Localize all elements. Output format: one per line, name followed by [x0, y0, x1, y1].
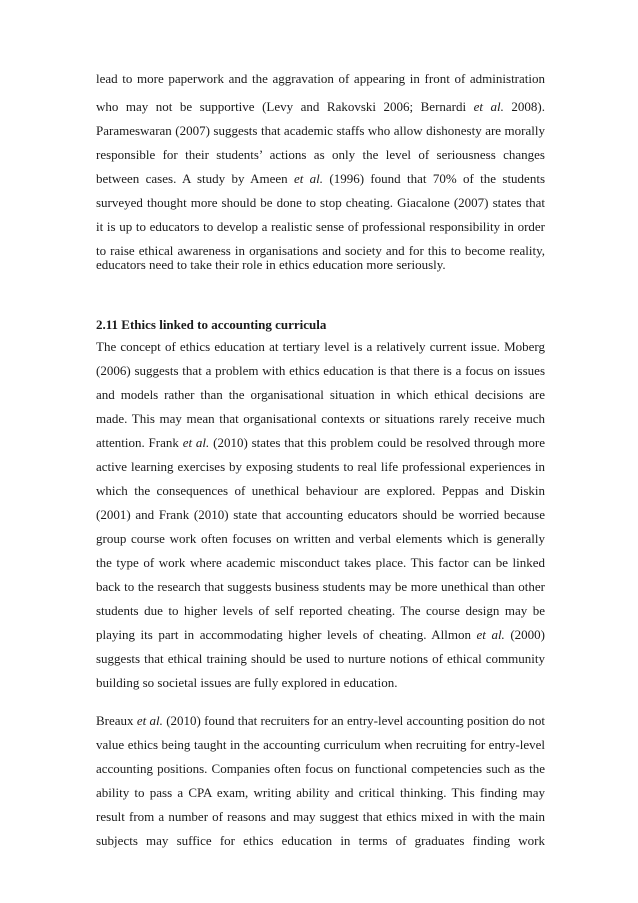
p2-line-5: attention. Frank et al. (2010) states that this problem could be resolved through more	[96, 435, 546, 450]
p3-line-5: result from a number of reasons and may suggest that ethics mixed in with the main	[96, 809, 545, 824]
p3-line-2: value ethics being taught in the accounting curriculum when recruiting for entry-level	[96, 737, 545, 752]
p3-line-1: Breaux et al. (2010) found that recruiters for an entry-level accounting position do not	[96, 713, 545, 728]
p3-line-4: ability to pass a CPA exam, writing ability and critical thinking. This finding may	[96, 785, 545, 800]
p2-line-2: (2006) suggests that a problem with ethics education is that there is a focus on issues	[96, 363, 545, 378]
p2-line-15: building so societal issues are fully explored in education.	[96, 675, 398, 690]
p2-line-3: and models rather than the organisational situation in which ethical decisions are	[96, 387, 545, 402]
p1-line-1: lead to more paperwork and the aggravation of appearing in front of administration	[96, 71, 545, 86]
p1-line-9: educators need to take their role in ethics education more seriously.	[96, 257, 446, 272]
p2-line-8: (2001) and Frank (2010) state that accounting educators should be worried because	[96, 507, 545, 522]
et-al-italic: et al.	[182, 435, 210, 450]
et-al-italic: et al.	[136, 713, 163, 728]
p2-line-14: suggests that ethical training should be used to nurture notions of ethical community	[96, 651, 545, 666]
p1-line-8: to raise ethical awareness in organisations and society and for this to become reality,	[96, 243, 545, 258]
et-al-italic: et al.	[473, 99, 504, 114]
p3-line-3: accounting positions. Companies often focus on functional competencies such as the	[96, 761, 545, 776]
p1-line-5: between cases. A study by Ameen et al. (1996) found that 70% of the students	[96, 171, 546, 186]
p1-line-7: it is up to educators to develop a realistic sense of professional responsibility in order	[96, 219, 545, 234]
p2-line-1: The concept of ethics education at tertiary level is a relatively current issue. Moberg	[96, 339, 545, 354]
p2-line-7: which the consequences of unethical behaviour are explored. Peppas and Diskin	[96, 483, 545, 498]
p1-line-6: surveyed thought more should be done to stop cheating. Giacalone (2007) states that	[96, 195, 545, 210]
p1-line-2: who may not be supportive (Levy and Rakovski 2006; Bernardi et al. 2008).	[96, 99, 545, 114]
p2-line-12: students due to higher levels of self reported cheating. The course design may be	[96, 603, 545, 618]
p2-line-13: playing its part in accommodating higher levels of cheating. Allmon et al. (2000)	[96, 627, 545, 642]
p2-line-10: the type of work where academic misconduct takes place. This factor can be linked	[96, 555, 545, 570]
p2-line-9: group course work often focuses on written and verbal elements which is generally	[96, 531, 545, 546]
et-al-italic: et al.	[476, 627, 505, 642]
p2-line-6: active learning exercises by exposing students to real life professional experiences in	[96, 459, 545, 474]
p2-line-4: made. This may mean that organisational contexts or situations rarely receive much	[96, 411, 545, 426]
et-al-italic: et al.	[293, 171, 324, 186]
p1-line-3: Parameswaran (2007) suggests that academic staffs who allow dishonesty are morally	[96, 123, 545, 138]
p2-line-11: back to the research that suggests business students may be more unethical than other	[96, 579, 545, 594]
section-heading: 2.11 Ethics linked to accounting curricula	[96, 317, 327, 332]
p1-line-4: responsible for their students’ actions as only the level of seriousness changes	[96, 147, 545, 162]
p3-line-6: subjects may suffice for ethics education in terms of graduates finding work	[96, 833, 545, 848]
